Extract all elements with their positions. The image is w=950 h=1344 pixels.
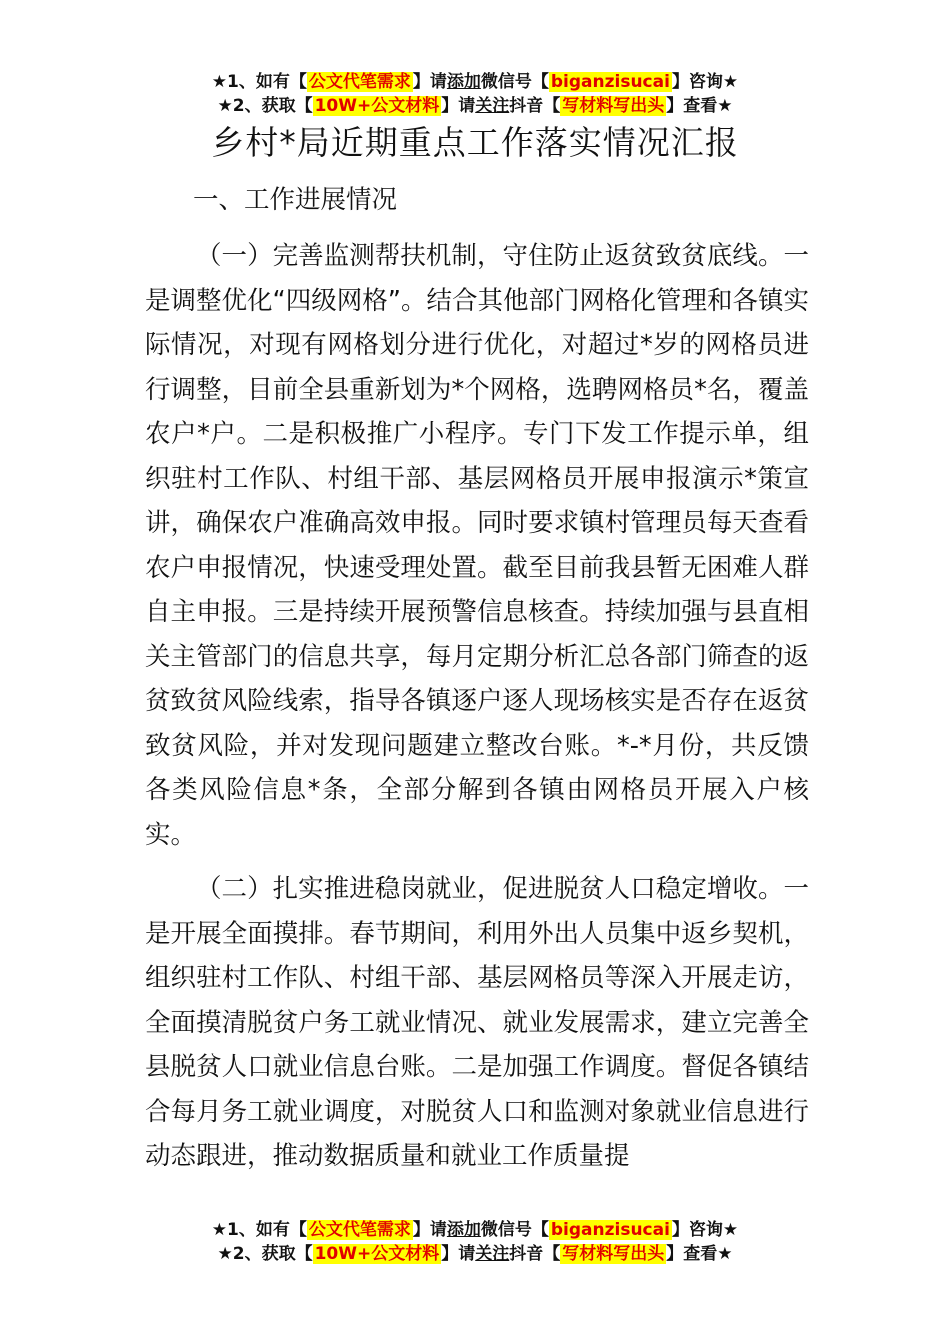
promo-text: 】查看★ (666, 1244, 733, 1264)
promo-text: ★2、获取【 (217, 96, 313, 116)
promo-text: ★2、获取【 (217, 1244, 313, 1264)
promo-text: 】请 (441, 96, 476, 116)
promo-text: 】咨询★ (671, 1220, 739, 1240)
promo-underlined: 关注 (475, 1244, 510, 1264)
promo-text: ★1、如有【 (211, 72, 307, 92)
promo-highlight: 10W+公文材料 (314, 96, 440, 116)
promo-highlight: biganzisucai (550, 72, 670, 92)
paragraph-2 (145, 867, 809, 1179)
promo-text: 】请 (412, 1220, 447, 1240)
promo-underlined: 关注 (475, 96, 510, 116)
promo-line-1 (0, 70, 950, 94)
promo-highlight: 写材料写出头 (562, 1244, 665, 1264)
promo-banner-bottom (0, 1218, 950, 1266)
paragraph-text: （一）完善监测帮扶机制，守住防止返贫致贫底线。一是调整优化“四级网格”。结合其他部门网格化管理和各镇实际情况，对现有网格划分进行优化，对超过*岁的网格员进行调整，目前全县重新划为*个网格，选聘网格员*名，覆盖农户*户。二是积极推广小程序。专门下发工作提示单，组织驻村工作队、村组干部、基层网格员开展申报演示*策宣讲，确保农户准确高效申报。同时要求镇村管理员每天查看农户申报情况，快速受理处置。截至目前我县暂无困难人群自主申报。三是持续开展预警信息核查。持续加强与县直相关主管部门的信息共享，每月定期分析汇总各部门筛查的返贫致贫风险线索，指导各镇逐户逐人现场核实是否存在返贫致贫风险，并对发现问题建立整改台账。*-*月份，共反馈各类风险信息*条，全部分解到各镇由网格员开展入户核实。 (145, 241, 809, 850)
promo-text: ★1、如有【 (211, 1220, 307, 1240)
promo-text: 抖音【 (509, 1244, 561, 1264)
promo-text: 抖音【 (509, 96, 561, 116)
promo-highlight: 10W+公文材料 (314, 1244, 440, 1264)
promo-text: 微信号【 (480, 1220, 549, 1240)
section-heading: 一、工作进展情况 (193, 185, 398, 215)
paragraph-text: （二）扎实推进稳岗就业，促进脱贫人口稳定增收。一是开展全面摸排。春节期间，利用外出人员集中返乡契机，组织驻村工作队、村组干部、基层网格员等深入开展走访，全面摸清脱贫户务工就业情况、就业发展需求，建立完善全县脱贫人口就业信息台账。二是加强工作调度。督促各镇结合每月务工就业调度，对脱贫人口和监测对象就业信息进行动态跟进，推动数据质量和就业工作质量提 (145, 874, 809, 1171)
promo-text: 微信号【 (480, 72, 549, 92)
promo-underlined: 添加 (446, 1220, 481, 1240)
promo-highlight: 公文代笔需求 (308, 72, 411, 92)
promo-line-2 (0, 94, 950, 118)
promo-text: 】请 (412, 72, 447, 92)
promo-text: 】请 (441, 1244, 476, 1264)
promo-banner-top (0, 70, 950, 118)
promo-text: 】咨询★ (671, 72, 739, 92)
promo-text: 】查看★ (666, 96, 733, 116)
promo-highlight: 公文代笔需求 (308, 1220, 411, 1240)
promo-highlight: biganzisucai (550, 1220, 670, 1240)
promo-line-2 (0, 1242, 950, 1266)
promo-underlined: 添加 (446, 72, 481, 92)
promo-line-1 (0, 1218, 950, 1242)
document-title: 乡村*局近期重点工作落实情况汇报 (211, 123, 739, 162)
promo-highlight: 写材料写出头 (562, 96, 665, 116)
paragraph-1 (145, 234, 809, 857)
